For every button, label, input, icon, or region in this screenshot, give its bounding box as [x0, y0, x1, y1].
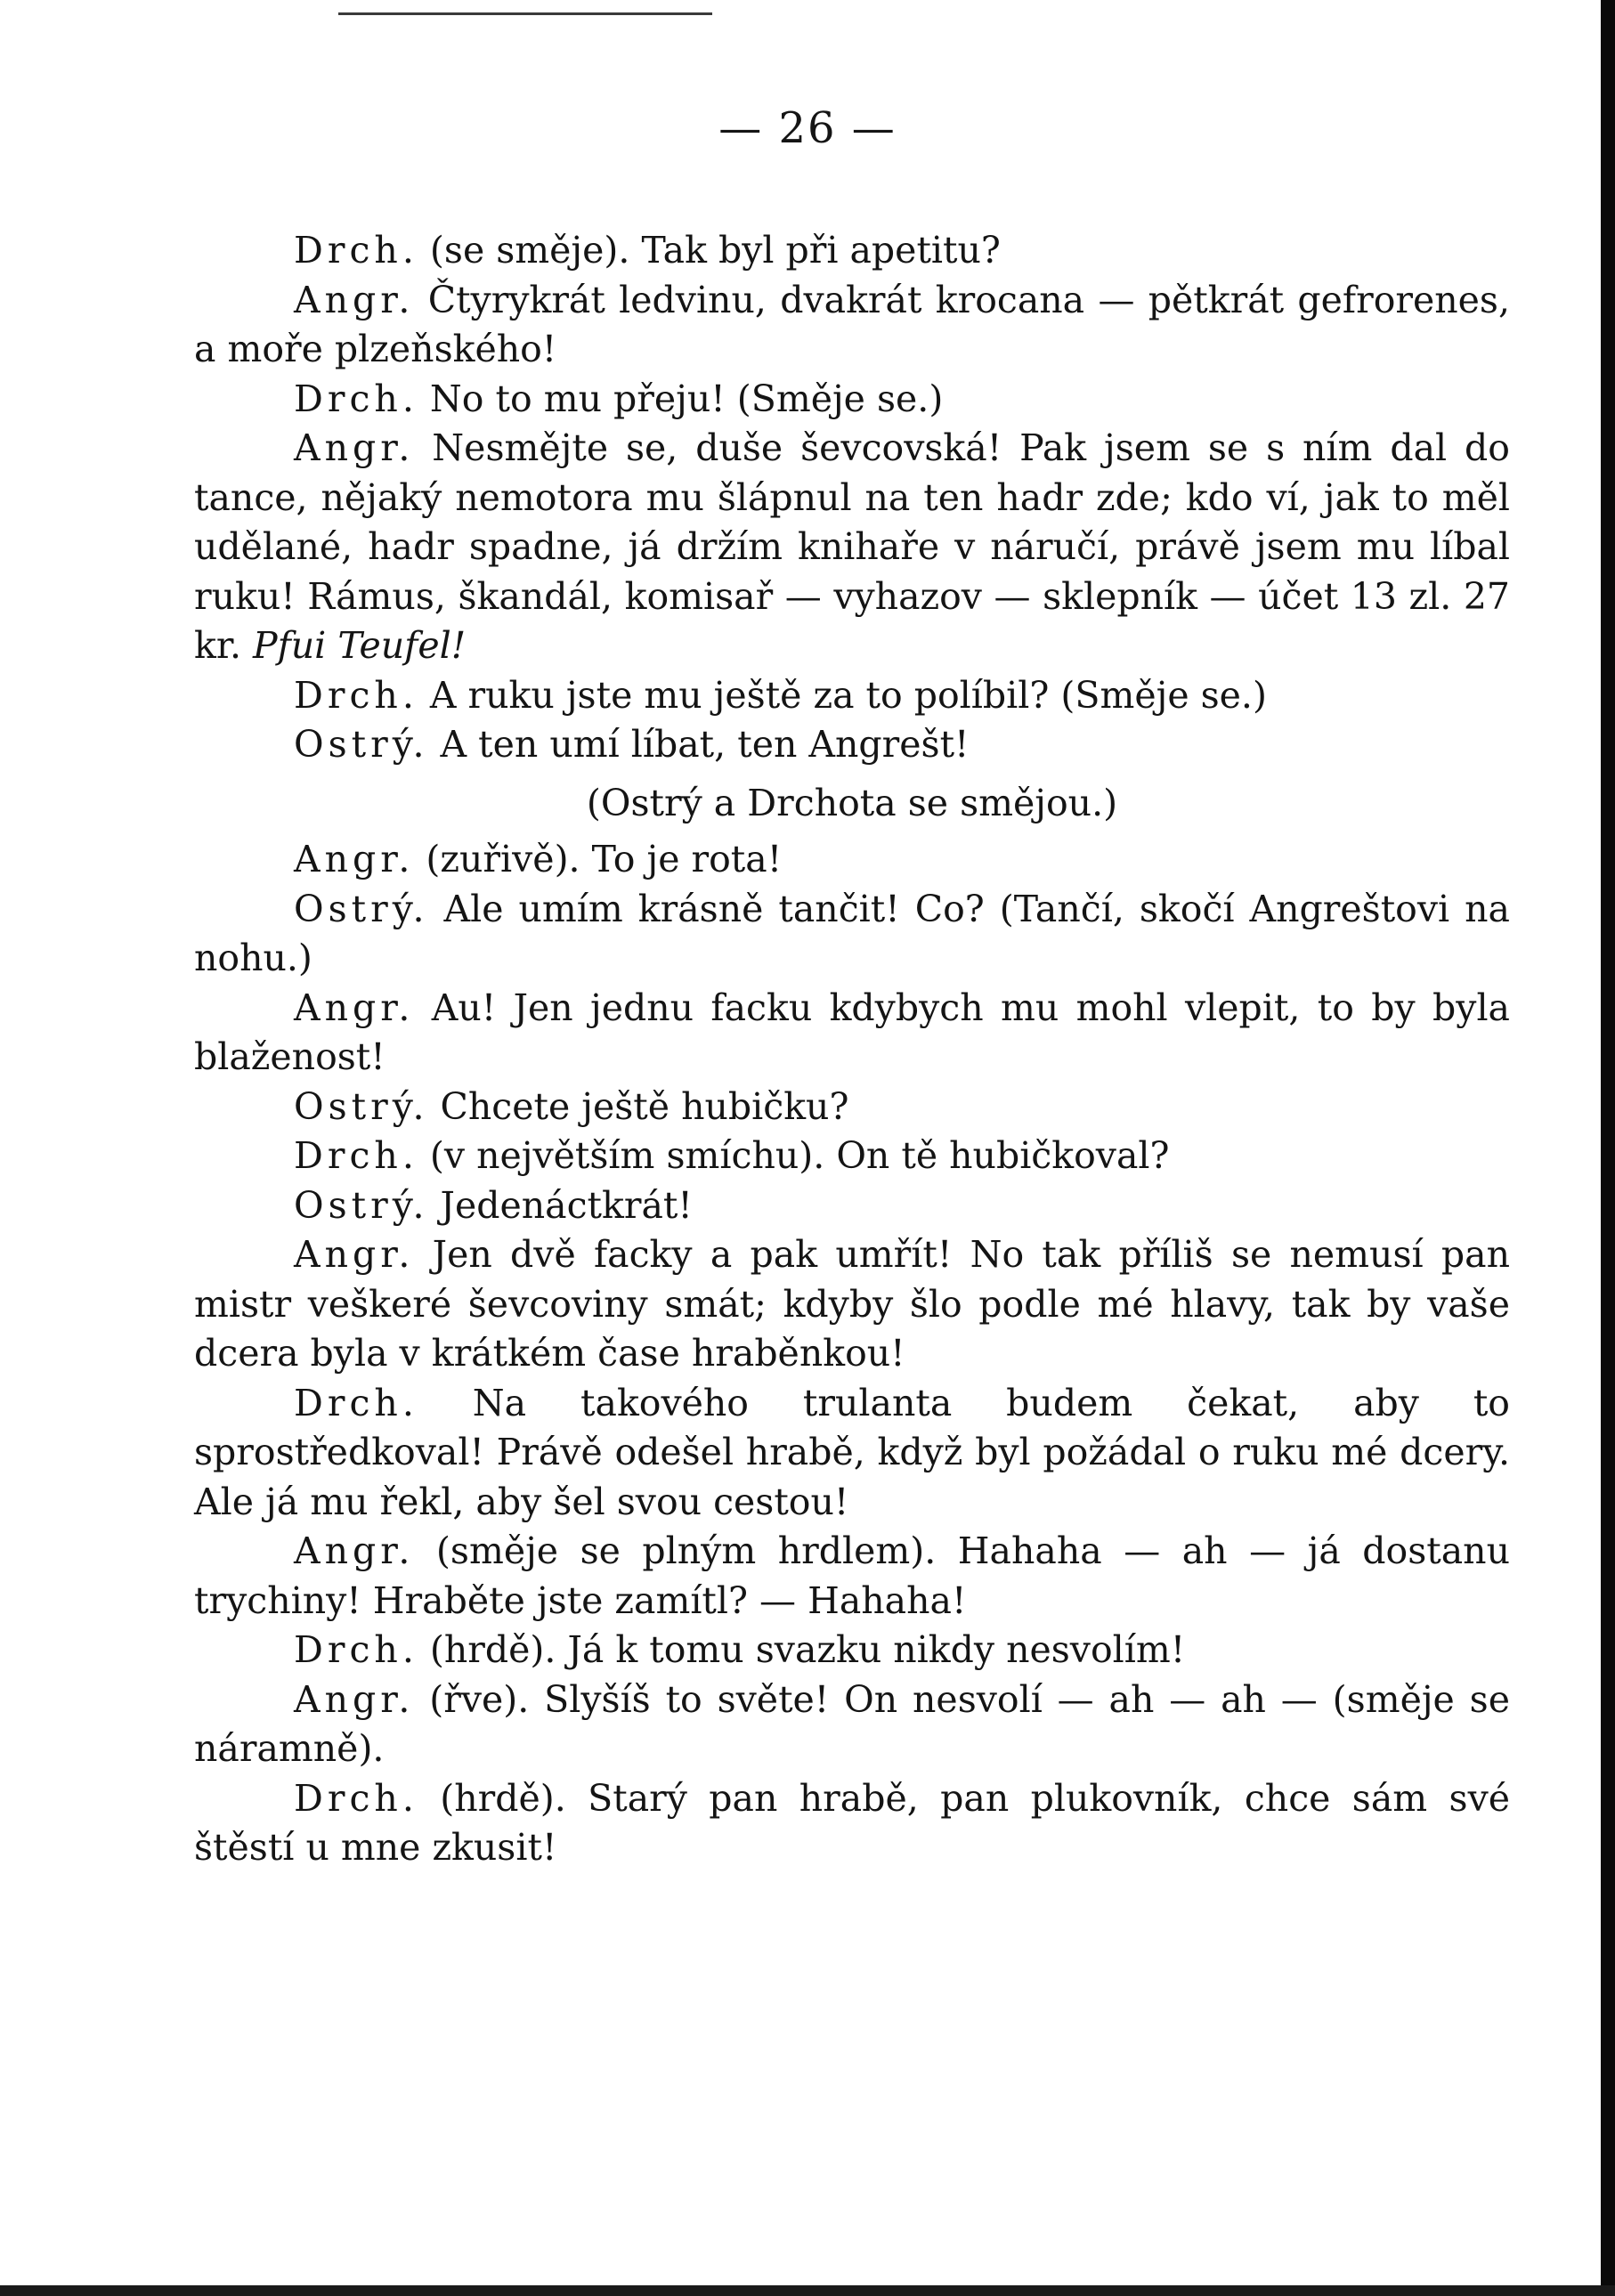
speaker: Drch.	[294, 1628, 418, 1671]
paragraph	[194, 835, 1510, 885]
stage-direction: (Ostrý a Drchota se smějou.)	[586, 781, 1118, 824]
line-text: Nesmějte se, duše ševcovská! Pak jsem se s ním dal do tance, nějaký nemotora mu šlápnul na ten hadr zde; kdo ví, jak to měl udělané, hadr spadne, já držím knihaře v náručí, právě jsem mu líbal ruku! Rámus, škandál, komisař — vyhazov — sklepník — účet 13 zl. 27 kr.	[194, 426, 1510, 667]
line-text: A ruku jste mu ještě za to políbil? (Směje se.)	[418, 673, 1267, 717]
speaker: Drch.	[294, 377, 418, 420]
speaker: Ostrý.	[294, 1183, 429, 1227]
speaker: Drch.	[294, 229, 418, 272]
page-number: — 26 —	[718, 103, 897, 153]
speaker: Drch.	[294, 1776, 418, 1820]
line-text: Au! Jen jednu facku kdybych mu mohl vlepit, to by byla blaženost!	[194, 986, 1510, 1078]
scan-border-bottom	[0, 2285, 1615, 2296]
paragraph	[194, 1132, 1510, 1181]
speaker: Angr.	[294, 426, 415, 469]
speaker: Angr.	[294, 1529, 415, 1572]
paragraph	[194, 1626, 1510, 1675]
paragraph	[194, 1083, 1510, 1132]
speaker: Drch.	[294, 673, 418, 717]
speaker: Angr.	[294, 1677, 415, 1721]
line-text: (hrdě). Starý pan hrabě, pan plukovník, chce sám své štěstí u mne zkusit!	[194, 1776, 1510, 1869]
line-text: (směje se plným hrdlem). Hahaha — ah — já dostanu trychiny! Hraběte jste zamítl? — Hahaha!	[194, 1529, 1510, 1622]
line-text: Ale umím krásně tančit! Co? (Tančí, skočí Angreštovi na nohu.)	[194, 887, 1510, 979]
speaker: Angr.	[294, 278, 415, 321]
speaker: Drch.	[294, 1381, 418, 1424]
paragraph	[194, 226, 1510, 276]
paragraph	[194, 276, 1510, 375]
paragraph	[194, 720, 1510, 770]
line-text: (v největším smíchu). On tě hubičkoval?	[418, 1134, 1170, 1177]
line-text: Jen dvě facky a pak umřít! No tak příliš se nemusí pan mistr veškeré ševcoviny smát; kdyby šlo podle mé hlavy, tak by vaše dcera byla v krátkém čase hraběnkou!	[194, 1233, 1510, 1375]
paragraph	[194, 1774, 1510, 1873]
speaker: Ostrý.	[294, 887, 429, 930]
speaker: Ostrý.	[294, 723, 429, 766]
line-text: Chcete ještě hubičku?	[428, 1084, 849, 1128]
line-text: Jedenáctkrát!	[428, 1183, 693, 1227]
line-text: A ten umí líbat, ten Angrešt!	[428, 723, 970, 766]
text-body	[194, 226, 1510, 1873]
speaker: Angr.	[294, 1233, 415, 1276]
line-text: (zuřivě). To je rota!	[414, 838, 783, 880]
paragraph	[194, 984, 1510, 1083]
paragraph	[194, 1379, 1510, 1528]
line-text: (řve). Slyšíš to světe! On nesvolí — ah — ah — (směje se náramně).	[194, 1677, 1510, 1770]
paragraph	[194, 885, 1510, 984]
paragraph	[194, 375, 1510, 425]
scan-border-right	[1601, 0, 1615, 2296]
speaker: Ostrý.	[294, 1084, 429, 1128]
paragraph	[194, 1527, 1510, 1626]
paragraph	[194, 671, 1510, 721]
paragraph	[194, 1230, 1510, 1379]
paragraph	[194, 1181, 1510, 1231]
top-rule	[338, 12, 712, 15]
line-text: No to mu přeju! (Směje se.)	[418, 377, 944, 420]
speaker: Drch.	[294, 1134, 418, 1177]
line-text: Na takového trulanta budem čekat, aby to sprostředkoval! Právě odešel hrabě, když byl požádal o ruku mé dcery. Ale já mu řekl, aby šel svou cestou!	[194, 1381, 1510, 1523]
italic-phrase: Pfui Teufel!	[253, 624, 467, 667]
line-text: (se směje). Tak byl při apetitu?	[418, 229, 1001, 272]
paragraph	[194, 1675, 1510, 1774]
line-text: (hrdě). Já k tomu svazku nikdy nesvolím!	[418, 1628, 1186, 1671]
speaker: Angr.	[294, 986, 415, 1029]
paragraph	[194, 424, 1510, 671]
speaker: Angr.	[294, 838, 415, 880]
line-text: Čtyrykrát ledvinu, dvakrát krocana — pětkrát gefrorenes, a moře plzeňského!	[194, 278, 1510, 370]
